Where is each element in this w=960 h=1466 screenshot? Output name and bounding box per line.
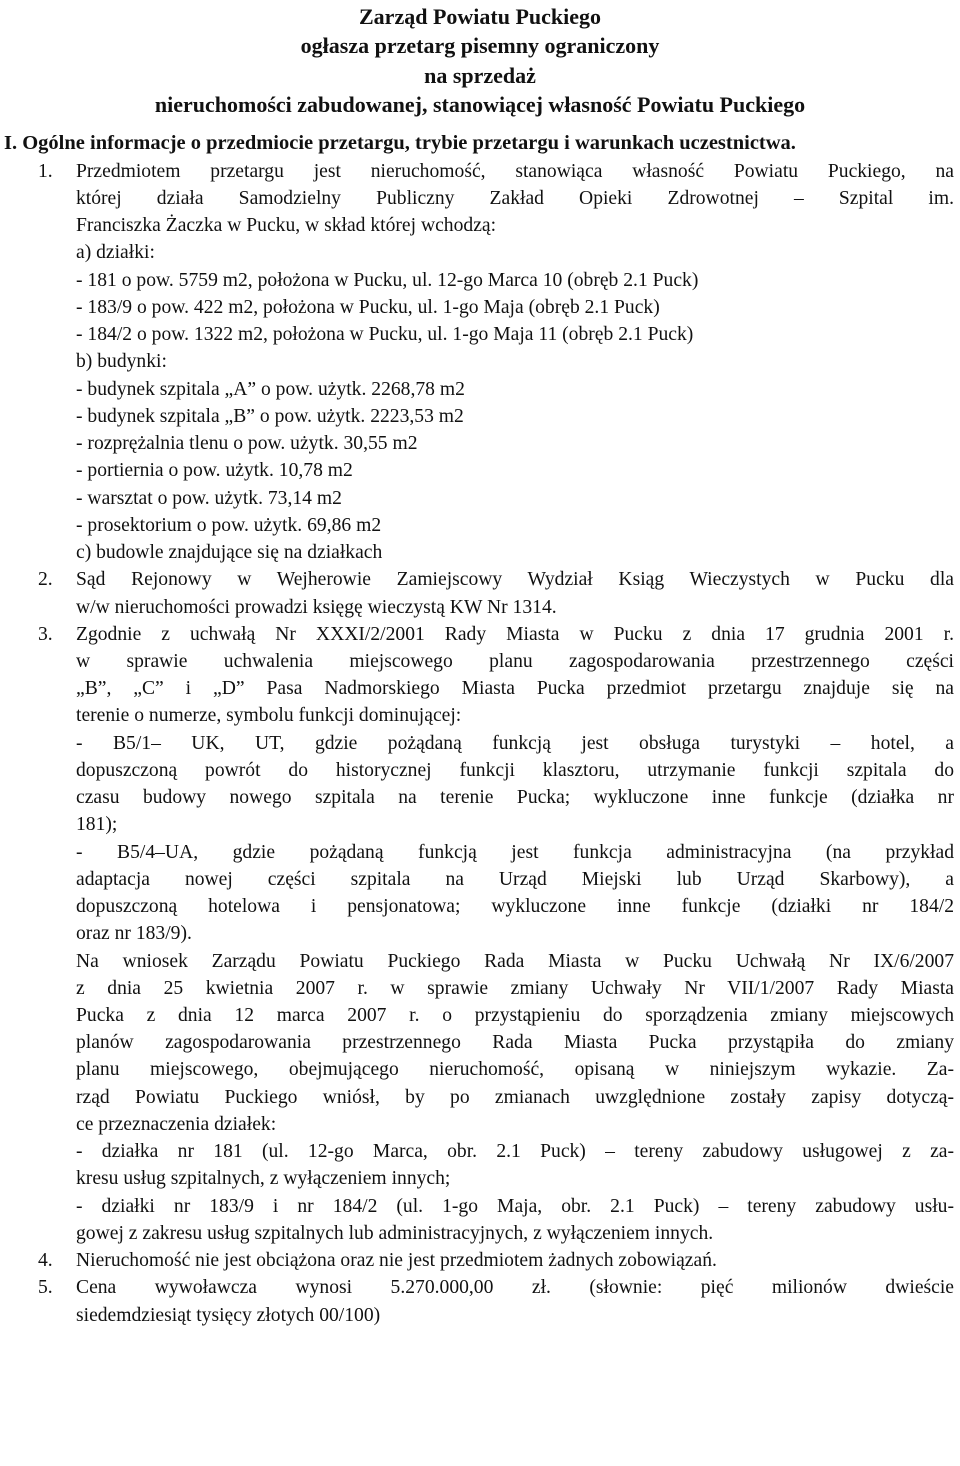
building-entry: - rozprężalnia tlenu o pow. użytk. 30,55 m2 [76,433,418,455]
building-entry: - prosektorium o pow. użytk. 69,86 m2 [76,514,382,536]
building-entry: - portiernia o pow. użytk. 10,78 m2 [76,460,353,482]
item-4-line: Nieruchomość nie jest obciążona oraz nie jest przedmiotem żadnych zobowiązań. [76,1250,717,1272]
zone-b54-line: dopuszczoną hotelowa i pensjonatowa; wykluczone inne funkcje (działki nr 184/2 [76,896,954,918]
item-3-line: terenie o numerze, symbolu funkcji dominującej: [76,705,462,727]
buildings-label: b) budynki: [76,351,167,373]
item-4 [0,1247,960,1274]
plot-181-line: - działka nr 181 (ul. 12-go Marca, obr. 2.1 Puck) – tereny zabudowy usługowej z za- [76,1141,954,1163]
plot-entry: - 181 o pow. 5759 m2, położona w Pucku, ul. 12-go Marca 10 (obręb 2.1 Puck) [76,269,699,291]
item-2 [0,566,960,620]
zone-b54-line: - B5/4–UA, gdzie pożądaną funkcją jest funkcja administracyjna (na przykład [76,841,954,863]
header-announcement: ogłasza przetarg pisemny ograniczony [300,33,660,59]
motion-line: Pucka z dnia 12 marca 2007 r. o przystąpieniu do sporządzenia zmiany miejscowych [76,1005,954,1027]
item-number: 3. [38,623,53,645]
item-2-line: w/w nieruchomości prowadzi księgę wieczystą KW Nr 1314. [76,596,557,618]
item-5-line: siedemdziesiąt tysięcy złotych 00/100) [76,1304,381,1326]
plot-entry: - 184/2 o pow. 1322 m2, położona w Pucku, ul. 1-go Maja 11 (obręb 2.1 Puck) [76,324,694,346]
header-property: nieruchomości zabudowanej, stanowiącej własność Powiatu Puckiego [154,92,806,118]
item-1-line: której działa Samodzielny Publiczny Zakład Opieki Zdrowotnej – Szpital im. [76,187,954,209]
item-2-line: Sąd Rejonowy w Wejherowie Zamiejscowy Wydział Ksiąg Wieczystych w Pucku dla [76,569,954,591]
zone-b54-line: adaptacja nowej części szpitala na Urząd Miejski lub Urząd Skarbowy), a [76,868,954,890]
zone-b51-line: czasu budowy nowego szpitala na terenie Pucka; wykluczone inne funkcje (działka nr [76,787,954,809]
structures-label: c) budowle znajdujące się na działkach [76,542,383,564]
item-number: 1. [38,160,53,182]
item-1-line: Przedmiotem przetargu jest nieruchomość, stanowiąca własność Powiatu Puckiego, na [76,160,954,182]
motion-line: z dnia 25 kwietnia 2007 r. w sprawie zmiany Uchwały Nr VII/1/2007 Rady Miasta [76,977,954,999]
motion-line: Na wniosek Zarządu Powiatu Puckiego Rada Miasta w Pucku Uchwałą Nr IX/6/2007 [76,950,954,972]
motion-line: planu miejscowego, obejmującego nieruchomość, opisaną w niniejszym wykazie. Za- [76,1059,954,1081]
item-3-line: „B”, „C” i „D” Pasa Nadmorskiego Miasta Pucka przedmiot przetargu znajduje się na [76,678,954,700]
item-number: 5. [38,1277,53,1299]
document-header [0,2,960,120]
building-entry: - warsztat o pow. użytk. 73,14 m2 [76,487,342,509]
header-subject: na sprzedaż [424,62,536,88]
item-1 [0,158,960,567]
item-3 [0,621,960,1247]
item-number: 4. [38,1250,53,1272]
zone-b51-line: dopuszczoną powrót do historycznej funkcji klasztoru, utrzymanie funkcji szpitala do [76,759,954,781]
zone-b51-line: - B5/1– UK, UT, gdzie pożądaną funkcją jest obsługa turystyki – hotel, a [76,732,954,754]
item-5 [0,1274,960,1328]
plots-label: a) działki: [76,242,155,264]
plot-181-line: kresu usług szpitalnych, z wyłączeniem innych; [76,1168,451,1190]
header-authority: Zarząd Powiatu Puckiego [359,4,601,29]
motion-line: planów zagospodarowania przestrzennego Rada Miasta Pucka przystąpiła do zmiany [76,1032,954,1054]
motion-line: rząd Powiatu Puckiego wniósł, by po zmianach uwzględnione zostały zapisy dotyczą- [76,1086,954,1108]
plot-entry: - 183/9 o pow. 422 m2, położona w Pucku, ul. 1-go Maja (obręb 2.1 Puck) [76,296,660,318]
section-title: I. Ogólne informacje o przedmiocie przetargu, trybie przetargu i warunkach uczestnictwa. [4,131,796,154]
zone-b54-line: oraz nr 183/9). [76,923,192,945]
plots-183-184-line: gowej z zakresu usług szpitalnych lub administracyjnych, z wyłączeniem innych. [76,1222,714,1244]
item-3-line: w sprawie uchwalenia miejscowego planu zagospodarowania przestrzennego części [76,650,954,672]
motion-line: ce przeznaczenia działek: [76,1113,277,1135]
item-3-line: Zgodnie z uchwałą Nr XXXI/2/2001 Rady Miasta w Pucku z dnia 17 grudnia 2001 r. [76,623,954,645]
item-number: 2. [38,569,53,591]
plots-183-184-line: - działki nr 183/9 i nr 184/2 (ul. 1-go Maja, obr. 2.1 Puck) – tereny zabudowy usłu- [76,1195,954,1217]
building-entry: - budynek szpitala „A” o pow. użytk. 2268,78 m2 [76,378,465,400]
item-1-line: Franciszka Żaczka w Pucku, w skład której wchodzą: [76,215,497,237]
zone-b51-line: 181); [76,814,118,836]
building-entry: - budynek szpitala „B” o pow. użytk. 2223,53 m2 [76,405,464,427]
item-5-line: Cena wywoławcza wynosi 5.270.000,00 zł. (słownie: pięć milionów dwieście [76,1277,954,1299]
